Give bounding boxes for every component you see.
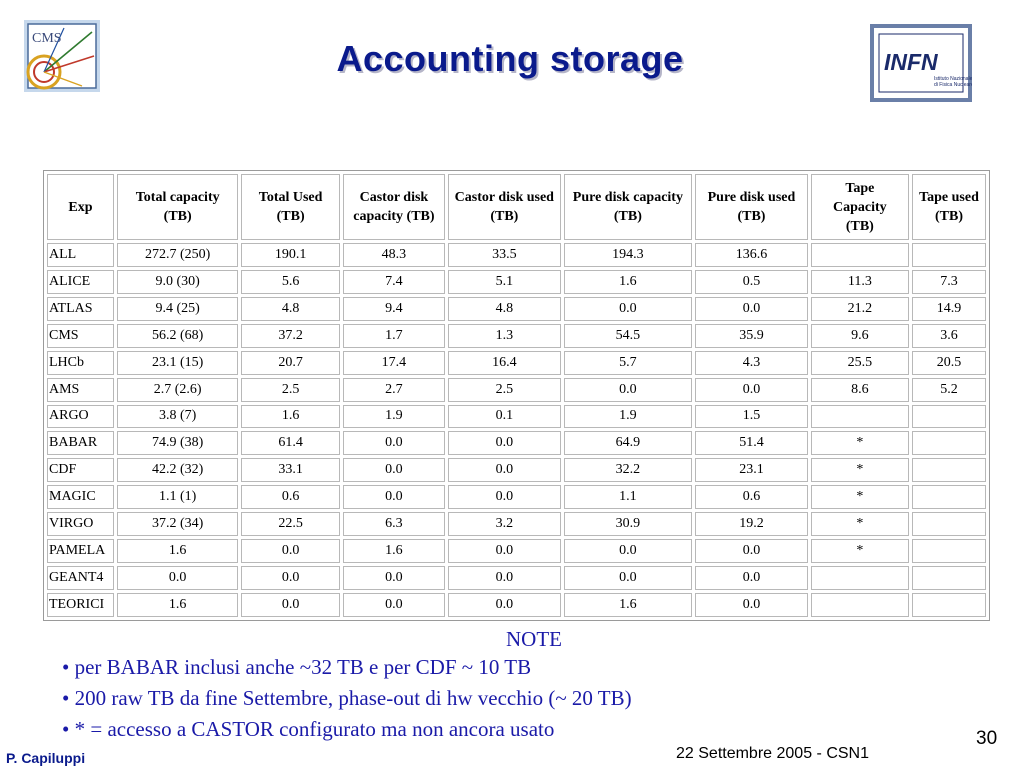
column-header-line: Tape used [919, 190, 979, 205]
table-row [47, 593, 986, 617]
infn-logo [870, 24, 972, 102]
value-cell: 14.9 [912, 297, 986, 321]
value-cell: 33.5 [448, 243, 560, 267]
value-cell: 194.3 [564, 243, 693, 267]
value-cell: * [811, 512, 909, 536]
experiment-cell: PAMELA [47, 539, 114, 563]
value-cell: 0.0 [343, 458, 445, 482]
footer-date-event: 22 Settembre 2005 - CSN1 [676, 745, 869, 762]
experiment-cell: AMS [47, 378, 114, 402]
column-header [448, 174, 560, 240]
value-cell: 0.5 [695, 270, 807, 294]
value-cell: 9.0 (30) [117, 270, 239, 294]
value-cell: 3.2 [448, 512, 560, 536]
experiment-cell: ATLAS [47, 297, 114, 321]
value-cell: * [811, 485, 909, 509]
value-cell: 23.1 [695, 458, 807, 482]
table-row [47, 566, 986, 590]
value-cell [912, 593, 986, 617]
value-cell: 136.6 [695, 243, 807, 267]
experiment-cell: VIRGO [47, 512, 114, 536]
experiment-cell: ALL [47, 243, 114, 267]
value-cell: 0.0 [448, 458, 560, 482]
column-header-line: (TB) [490, 209, 519, 224]
value-cell: 51.4 [695, 431, 807, 455]
table-row [47, 539, 986, 563]
value-cell: 9.4 [343, 297, 445, 321]
value-cell: 1.6 [117, 539, 239, 563]
value-cell [912, 405, 986, 429]
value-cell: 0.0 [343, 593, 445, 617]
value-cell: 190.1 [241, 243, 339, 267]
value-cell [912, 512, 986, 536]
value-cell [811, 243, 909, 267]
experiment-cell: ALICE [47, 270, 114, 294]
value-cell [811, 593, 909, 617]
value-cell: * [811, 539, 909, 563]
value-cell: 30.9 [564, 512, 693, 536]
value-cell: 74.9 (38) [117, 431, 239, 455]
value-cell: 64.9 [564, 431, 693, 455]
value-cell: 56.2 (68) [117, 324, 239, 348]
value-cell: 5.7 [564, 351, 693, 375]
value-cell: 37.2 [241, 324, 339, 348]
value-cell: 6.3 [343, 512, 445, 536]
value-cell: 0.0 [695, 566, 807, 590]
value-cell: 1.6 [564, 593, 693, 617]
value-cell: 0.0 [241, 539, 339, 563]
note-title: NOTE [506, 627, 562, 651]
column-header [564, 174, 693, 240]
table-row [47, 243, 986, 267]
value-cell: 4.8 [241, 297, 339, 321]
svg-text:Istituto Nazionale: Istituto Nazionale [934, 76, 972, 82]
column-header-line: (TB) [613, 209, 642, 224]
value-cell: 2.5 [448, 378, 560, 402]
table-row [47, 324, 986, 348]
value-cell: 11.3 [811, 270, 909, 294]
value-cell: 0.0 [343, 431, 445, 455]
svg-text:di Fisica Nucleare: di Fisica Nucleare [934, 82, 972, 88]
column-header [343, 174, 445, 240]
value-cell: 35.9 [695, 324, 807, 348]
experiment-cell: CDF [47, 458, 114, 482]
table-row [47, 351, 986, 375]
value-cell [811, 566, 909, 590]
value-cell: 2.7 (2.6) [117, 378, 239, 402]
value-cell [811, 405, 909, 429]
slide-title: Accounting storage [336, 38, 684, 79]
value-cell: 2.5 [241, 378, 339, 402]
table-row [47, 297, 986, 321]
column-header-line: (TB) [163, 209, 192, 224]
table-row [47, 378, 986, 402]
column-header [912, 174, 986, 240]
value-cell: 4.3 [695, 351, 807, 375]
value-cell: 20.5 [912, 351, 986, 375]
value-cell: 0.0 [448, 539, 560, 563]
value-cell: 3.6 [912, 324, 986, 348]
value-cell: 0.0 [343, 485, 445, 509]
value-cell: 1.6 [241, 405, 339, 429]
value-cell: 16.4 [448, 351, 560, 375]
column-header [241, 174, 339, 240]
page-number: 30 [976, 728, 998, 749]
table-row [47, 512, 986, 536]
value-cell: 1.1 (1) [117, 485, 239, 509]
value-cell [912, 485, 986, 509]
value-cell: 0.0 [564, 297, 693, 321]
value-cell: 22.5 [241, 512, 339, 536]
value-cell: 1.5 [695, 405, 807, 429]
column-header [47, 174, 114, 240]
value-cell: 1.6 [343, 539, 445, 563]
value-cell: 5.6 [241, 270, 339, 294]
column-header-line: (TB) [934, 209, 963, 224]
column-header-line: (TB) [845, 218, 874, 234]
value-cell: 0.0 [564, 378, 693, 402]
table-row [47, 458, 986, 482]
table-row [47, 485, 986, 509]
experiment-cell: LHCb [47, 351, 114, 375]
value-cell: 0.0 [564, 566, 693, 590]
experiment-cell: MAGIC [47, 485, 114, 509]
value-cell: 19.2 [695, 512, 807, 536]
experiment-cell: BABAR [47, 431, 114, 455]
table-row [47, 405, 986, 429]
column-header-line: Castor disk [359, 190, 429, 205]
accounting-table-container [43, 170, 990, 621]
value-cell: 0.0 [448, 431, 560, 455]
column-header-line: Castor disk used [454, 190, 554, 205]
svg-text:CMS: CMS [32, 31, 62, 46]
column-header-line: capacity (TB) [353, 209, 435, 224]
value-cell: 8.6 [811, 378, 909, 402]
value-cell: 48.3 [343, 243, 445, 267]
column-header-line: Exp [68, 199, 93, 215]
value-cell: 0.1 [448, 405, 560, 429]
value-cell [912, 458, 986, 482]
value-cell: 0.0 [564, 539, 693, 563]
value-cell: 0.0 [241, 593, 339, 617]
column-header-line: Tape [845, 180, 875, 196]
experiment-cell: CMS [47, 324, 114, 348]
experiment-cell: TEORICI [47, 593, 114, 617]
value-cell: 21.2 [811, 297, 909, 321]
value-cell: 54.5 [564, 324, 693, 348]
footer-author: P. Capiluppi [6, 750, 86, 766]
table-row [47, 431, 986, 455]
value-cell: 5.1 [448, 270, 560, 294]
value-cell: 1.9 [343, 405, 445, 429]
value-cell: 272.7 (250) [117, 243, 239, 267]
value-cell: 17.4 [343, 351, 445, 375]
value-cell [912, 566, 986, 590]
value-cell: 3.8 (7) [117, 405, 239, 429]
value-cell: 1.1 [564, 485, 693, 509]
value-cell [912, 539, 986, 563]
value-cell: 5.2 [912, 378, 986, 402]
column-header-line: (TB) [737, 209, 766, 224]
value-cell: 0.0 [241, 566, 339, 590]
value-cell: 4.8 [448, 297, 560, 321]
table-row [47, 270, 986, 294]
value-cell: 20.7 [241, 351, 339, 375]
value-cell [912, 431, 986, 455]
value-cell: 7.3 [912, 270, 986, 294]
column-header-line: Pure disk used [707, 190, 796, 205]
value-cell: 42.2 (32) [117, 458, 239, 482]
column-header [117, 174, 239, 240]
value-cell: 1.6 [564, 270, 693, 294]
value-cell: 1.6 [117, 593, 239, 617]
column-header [695, 174, 807, 240]
note-item: • 200 raw TB da fine Settembre, phase-out di hw vecchio (~ 20 TB) [62, 686, 632, 710]
column-header-line: Total capacity [135, 190, 220, 205]
value-cell: * [811, 458, 909, 482]
value-cell: 1.3 [448, 324, 560, 348]
value-cell: 0.0 [343, 566, 445, 590]
column-header-line: (TB) [276, 209, 305, 224]
note-item: • * = accesso a CASTOR configurato ma non ancora usato [62, 717, 555, 741]
value-cell: * [811, 431, 909, 455]
column-header-line: Capacity [833, 199, 887, 215]
note-section [52, 626, 1002, 745]
value-cell: 25.5 [811, 351, 909, 375]
table-header-row [47, 174, 986, 240]
value-cell: 23.1 (15) [117, 351, 239, 375]
cms-logo [24, 20, 100, 92]
value-cell: 1.7 [343, 324, 445, 348]
value-cell: 0.0 [695, 593, 807, 617]
value-cell: 0.6 [241, 485, 339, 509]
column-header [811, 174, 909, 240]
value-cell: 0.0 [695, 539, 807, 563]
value-cell: 0.0 [695, 378, 807, 402]
value-cell: 32.2 [564, 458, 693, 482]
experiment-cell: GEANT4 [47, 566, 114, 590]
value-cell: 0.0 [695, 297, 807, 321]
column-header-line: Pure disk capacity [572, 190, 683, 205]
value-cell: 0.0 [448, 566, 560, 590]
svg-text:INFN: INFN [884, 49, 938, 75]
value-cell: 61.4 [241, 431, 339, 455]
value-cell: 33.1 [241, 458, 339, 482]
value-cell [912, 243, 986, 267]
value-cell: 9.4 (25) [117, 297, 239, 321]
accounting-table [43, 170, 990, 621]
value-cell: 0.0 [448, 593, 560, 617]
note-item: • per BABAR inclusi anche ~32 TB e per CDF ~ 10 TB [62, 655, 532, 679]
experiment-cell: ARGO [47, 405, 114, 429]
value-cell: 0.0 [117, 566, 239, 590]
value-cell: 0.0 [448, 485, 560, 509]
value-cell: 37.2 (34) [117, 512, 239, 536]
value-cell: 2.7 [343, 378, 445, 402]
value-cell: 1.9 [564, 405, 693, 429]
value-cell: 7.4 [343, 270, 445, 294]
column-header-line: Total Used [258, 190, 323, 205]
value-cell: 9.6 [811, 324, 909, 348]
value-cell: 0.6 [695, 485, 807, 509]
